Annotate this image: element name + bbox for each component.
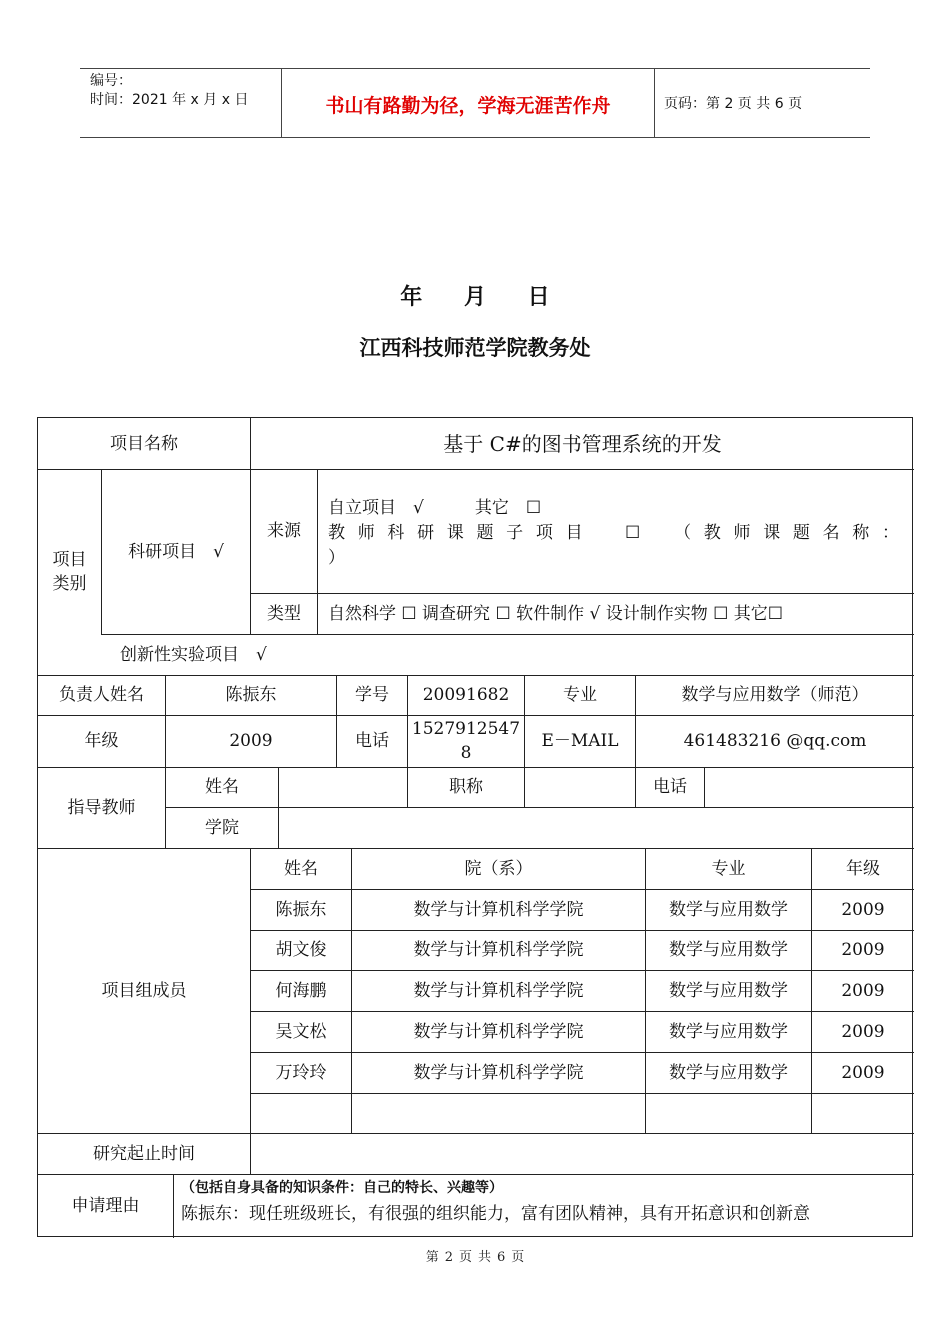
- header-motto: 书山有路勤为径，学海无涯苦作舟: [325, 95, 611, 117]
- member-major: 数学与应用数学: [669, 980, 788, 1001]
- members-header-major: 专业: [711, 858, 746, 879]
- member-college: 数学与计算机科学学院: [413, 940, 584, 960]
- leader-name-label: 负责人姓名: [59, 685, 144, 705]
- source-options: [328, 496, 900, 571]
- member-grade: 2009: [841, 899, 885, 920]
- project-name-label: 项目名称: [110, 433, 178, 454]
- member-name: 吴文松: [275, 1021, 327, 1042]
- member-grade: 2009: [841, 980, 885, 1001]
- application-form-table: [37, 417, 913, 1237]
- header-divider: [654, 69, 655, 137]
- email: 461483216 @qq.com: [683, 731, 867, 751]
- grade: 2009: [229, 731, 273, 751]
- col-line: [173, 1174, 174, 1238]
- date-line: [0, 280, 950, 311]
- member-name: 何海鹏: [275, 980, 327, 1001]
- col-line: [704, 767, 705, 807]
- reason-hint: （包括自身具备的知识条件：自己的特长、兴趣等）: [181, 1180, 503, 1196]
- innovation-project: 创新性实验项目 √: [120, 644, 267, 665]
- members-label: 项目组成员: [101, 980, 187, 1001]
- project-name-value: 基于 C#的图书管理系统的开发: [443, 431, 722, 456]
- footer-end-word: 页: [511, 1250, 525, 1265]
- advisor-phone-label: 电话: [653, 777, 687, 797]
- category-label-line: 项目: [52, 550, 87, 570]
- member-college: 数学与计算机科学学院: [413, 1062, 584, 1083]
- member-college: 数学与计算机科学学院: [413, 899, 584, 920]
- student-id-label: 学号: [355, 685, 389, 705]
- major-label: 专业: [563, 685, 597, 705]
- phone-label: 电话: [355, 731, 389, 751]
- advisor-title-label: 职称: [449, 777, 483, 797]
- source-line: 自立项目 √ 其它 ☐: [328, 498, 542, 518]
- period-label: 研究起止时间: [93, 1143, 195, 1164]
- advisor-label: 指导教师: [67, 797, 136, 818]
- member-college: 数学与计算机科学学院: [413, 1021, 584, 1042]
- member-major: 数学与应用数学: [669, 940, 788, 960]
- leader-name: 陈振东: [225, 685, 277, 705]
- member-grade: 2009: [841, 1021, 885, 1042]
- page-footer: [0, 1246, 950, 1265]
- member-name: 胡文俊: [275, 940, 327, 960]
- footer-page-word: 第: [425, 1250, 439, 1265]
- page-header: [80, 68, 870, 138]
- major: 数学与应用数学（师范）: [681, 685, 869, 705]
- research-project: 科研项目 √: [128, 541, 224, 562]
- source-line: 教师科研课题子项目 ☐ （教师课题名称：: [328, 523, 900, 543]
- reason-text: 陈振东：现任班级班长，有很强的组织能力，富有团队精神，具有开拓意识和创新意: [181, 1204, 810, 1224]
- member-major: 数学与应用数学: [669, 1062, 788, 1083]
- member-major: 数学与应用数学: [669, 1021, 788, 1042]
- member-name: 陈振东: [275, 899, 327, 920]
- email-label: E－MAIL: [541, 731, 619, 751]
- year-label: 年: [400, 285, 423, 310]
- project-category-label: [38, 469, 101, 675]
- member-major: 数学与应用数学: [669, 899, 788, 920]
- member-grade: 2009: [841, 940, 885, 960]
- day-label: 日: [527, 285, 550, 310]
- month-label: 月: [463, 285, 486, 310]
- advisor-college-label: 学院: [205, 817, 239, 838]
- phone: [408, 715, 524, 767]
- type-label: 类型: [267, 603, 301, 624]
- phone-line: 1527912547: [411, 719, 521, 739]
- page-info: 页码：第 2 页 共 6 页: [664, 96, 803, 112]
- time-label: 时间：2021 年 x 月 x 日: [90, 92, 249, 108]
- category-label-line: 类别: [52, 574, 87, 594]
- member-name: 万玲玲: [275, 1062, 327, 1083]
- source-label: 来源: [267, 521, 301, 541]
- student-id: 20091682: [422, 685, 510, 705]
- member-grade: 2009: [841, 1062, 885, 1083]
- footer-page-word: 页: [458, 1250, 472, 1265]
- members-header-college: 院（系）: [464, 858, 533, 879]
- serial-label: 编号：: [90, 73, 132, 89]
- grade-label: 年级: [84, 731, 119, 751]
- advisor-name-label: 姓名: [205, 777, 239, 797]
- member-college: 数学与计算机科学学院: [413, 980, 584, 1001]
- row-line: [250, 1093, 914, 1094]
- footer-total-word: 共: [478, 1250, 492, 1265]
- phone-line: 8: [460, 743, 472, 763]
- col-line: [278, 767, 279, 848]
- source-line: ）: [328, 548, 345, 568]
- type-options: 自然科学 ☐ 调查研究 ☐ 软件制作 √ 设计制作实物 ☐ 其它☐: [328, 603, 784, 624]
- footer-total-pages: 6: [497, 1250, 506, 1265]
- footer-current-page: 2: [444, 1250, 453, 1265]
- reason-label: 申请理由: [71, 1196, 140, 1216]
- members-header-name: 姓名: [284, 858, 318, 879]
- department-title: 江西科技师范学院教务处: [359, 336, 591, 360]
- members-header-grade: 年级: [846, 858, 880, 879]
